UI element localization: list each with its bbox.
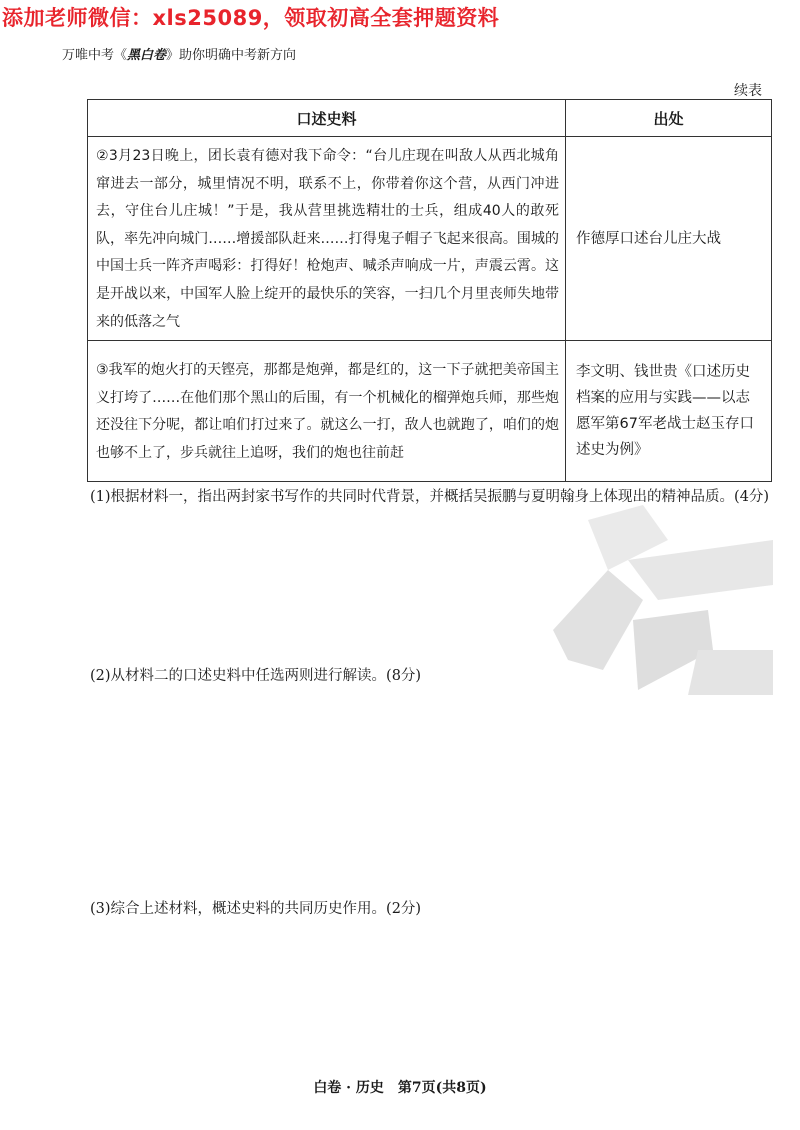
table-row bbox=[88, 341, 772, 482]
series-header bbox=[62, 44, 296, 63]
question-2: (2)从材料二的口述史料中任选两则进行解读。(8分) bbox=[90, 668, 422, 684]
table-row bbox=[88, 137, 772, 341]
promo-watermark: 添加老师微信：xls25089，领取初高全套押题资料 bbox=[2, 6, 500, 30]
header-series: 黑白卷 bbox=[127, 48, 167, 63]
quote-cell: ②3月23日晚上，团长袁有德对我下命令：“台儿庄现在叫敌人从西北城角窜进去一部分，城里情况不明，联系不上，你带着你这个营，从西门冲进去，守住台儿庄城！”于是，我从营里挑选精壮的士兵，组成40人的敢死队，率先冲向城门……增援部队赶来……打得鬼子帽子飞起来很高。围城的中国士兵一阵齐声喝彩：打得好！枪炮声、喊杀声响成一片，声震云霄。这是开战以来，中国军人脸上绽开的最快乐的笑容，一扫几个月里丧师失地带来的低落之气 bbox=[88, 137, 566, 341]
question-1: (1)根据材料一，指出两封家书写作的共同时代背景，并概括吴振鹏与夏明翰身上体现出的精神品质。(4分) bbox=[90, 489, 770, 505]
source-cell: 李文明、钱世贵《口述历史档案的应用与实践——以志愿军第67军老战士赵玉存口述史为例》 bbox=[566, 341, 772, 482]
question-3: (3)综合上述材料，概述史料的共同历史作用。(2分) bbox=[90, 901, 422, 917]
header-suffix: 》助你明确中考新方向 bbox=[166, 48, 297, 63]
continued-label: 续表 bbox=[734, 83, 762, 99]
col-header-quote: 口述史料 bbox=[88, 100, 566, 137]
col-header-source: 出处 bbox=[566, 100, 772, 137]
header-prefix: 万唯中考《 bbox=[62, 48, 128, 63]
source-cell: 作德厚口述台儿庄大战 bbox=[566, 137, 772, 341]
table-header-row bbox=[88, 100, 772, 137]
oral-history-table bbox=[87, 99, 772, 482]
faded-logo-mark bbox=[548, 500, 778, 710]
page-footer: 白卷 · 历史 第7页(共8页) bbox=[313, 1080, 487, 1096]
quote-cell: ③我军的炮火打的天铿亮，那都是炮弹，都是红的，这一下子就把美帝国主义打垮了……在他们那个黑山的后围，有一个机械化的榴弹炮兵师，那些炮还没往下分呢，都让咱们打过来了。就这么一打，敌人也就跑了，咱们的炮也够不上了，步兵就往上追呀，我们的炮也往前赶 bbox=[88, 341, 566, 482]
